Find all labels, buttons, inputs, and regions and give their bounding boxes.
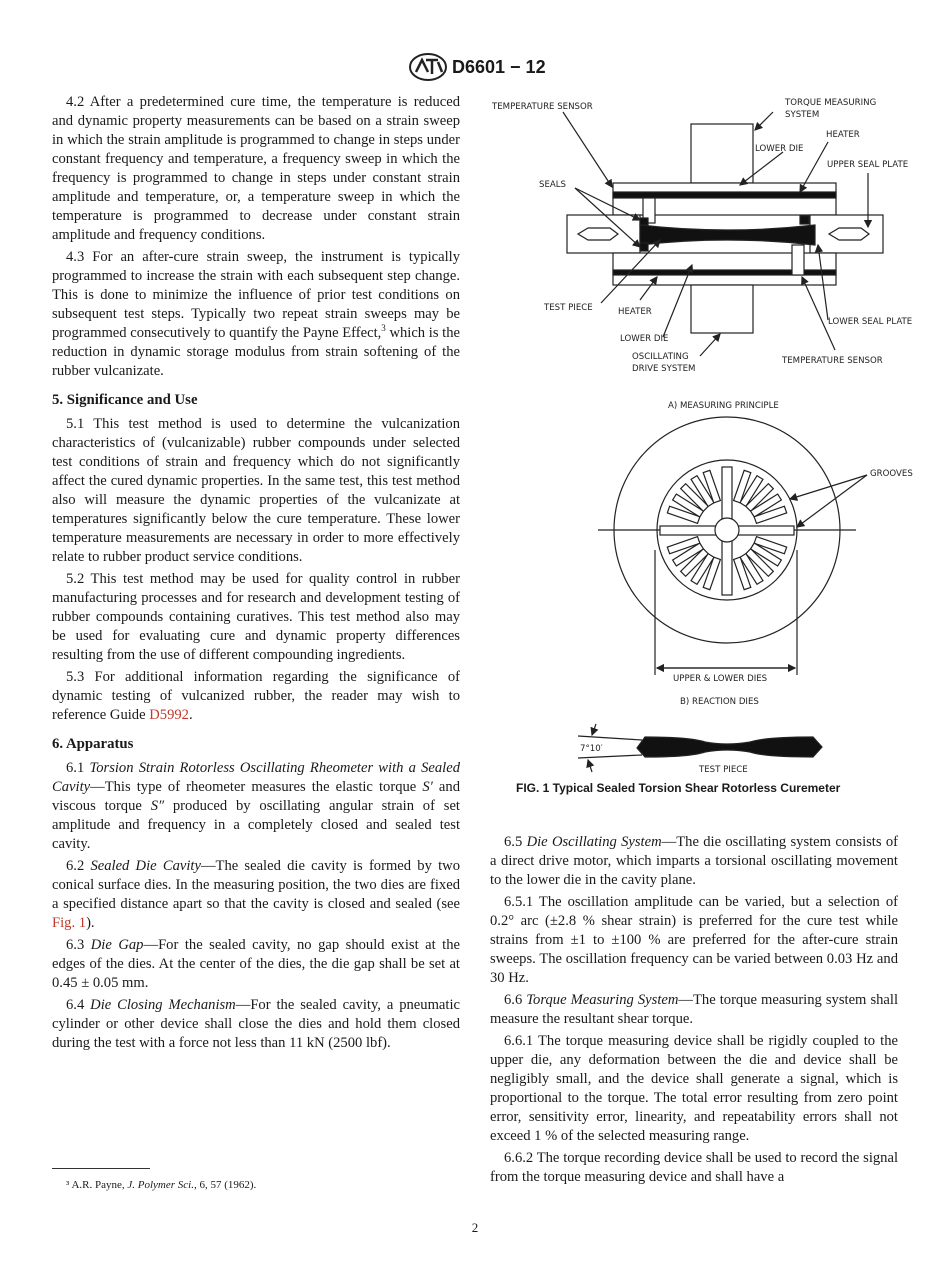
paragraph-6-4	[52, 996, 460, 1053]
test-piece-profile	[637, 737, 822, 757]
label-lower-seal-plate: LOWER SEAL PLATE	[828, 317, 913, 327]
journal: J. Polymer Sci.	[127, 1179, 194, 1191]
paragraph-6-6-2: 6.6.2 The torque recording device shall be used to record the signal from the torque measuring device and shall have a	[490, 1150, 898, 1185]
paragraph-6-2	[52, 857, 460, 933]
right-column	[490, 833, 898, 1190]
upper-heater	[613, 192, 836, 198]
symbol: S′	[422, 779, 433, 795]
label-seals: SEALS	[539, 180, 567, 190]
paragraph-6-5-1: 6.5.1 The oscillation amplitude can be varied, but a selection of 0.2° arc (±2.8 % shear strain) is preferred for the cure test while strains from ±1 to ±100 % are preferred for the after-cure strain sweeps. The oscillation frequency can be varied between 0.03 Hz and 30 Hz.	[490, 894, 898, 986]
label-lower-die-top: LOWER DIE	[755, 144, 804, 154]
title: Die Gap	[90, 937, 144, 953]
label-temperature-sensor-top: TEMPERATURE SENSOR	[492, 102, 593, 112]
label-drive-system: DRIVE SYSTEM	[632, 364, 696, 374]
lower-shaft	[691, 285, 753, 333]
paragraph-4-2: 4.2 After a predetermined cure time, the temperature is reduced and dynamic property measurements can be based on a strain sweep in which the strain amplitude is programmed to change in steps under constant frequency and temperature, a frequency sweep in which the frequency is programmed to change in steps under constant strain amplitude and temperature, or, a temperature sweep in which the temperature is programmed to decrease under constant strain amplitude and frequency conditions.	[52, 94, 460, 243]
text: 5.3 For additional information regarding the significance of dynamic testing of vulcanized rubber, the reader may wish to reference Guide	[52, 669, 460, 723]
label-torque-system: SYSTEM	[785, 110, 820, 120]
num: 6.3	[66, 937, 91, 953]
paragraph-6-6	[490, 991, 898, 1029]
text: ).	[86, 915, 95, 931]
num: 6.2	[66, 858, 91, 874]
link-d5992[interactable]: D5992	[149, 707, 189, 723]
num: 6.1	[66, 760, 90, 776]
title: Torsion Strain Rotorless Oscillating Rheometer with a Sealed Cavity	[52, 760, 461, 795]
title: Die Oscillating System	[526, 834, 662, 850]
label-upper-seal-plate: UPPER SEAL PLATE	[827, 160, 909, 170]
label-temperature-sensor-bottom: TEMPERATURE SENSOR	[782, 356, 883, 366]
paragraph-6-6-1: 6.6.1 The torque measuring device shall be rigidly coupled to the upper die, any deformation between the die and device shall be negligibly small, and the device shall generate a signal, which is proportional to the torque. The total error resulting from zero point error, sensitivity error, linearity, and repeatability errors shall not exceed 1 % of the selected measuring range.	[490, 1033, 898, 1144]
caption-reaction-dies: B) REACTION DIES	[680, 697, 759, 707]
num: 6.6	[504, 992, 527, 1008]
footnote-divider	[52, 1168, 150, 1169]
footnote-3	[66, 1179, 256, 1191]
upper-shaft	[691, 124, 753, 183]
label-lower-die-bottom: LOWER DIE	[620, 334, 669, 344]
text: 4.3 For an after-cure strain sweep, the instrument is typically programmed to increase the strain with each subsequent step change. This is done to minimize the influence of prior test conditions on subsequent test steps. Typically two repeat strain sweeps may be programmed consecutively to quantify the Payne Effect,	[52, 249, 460, 341]
text: —For the sealed cavity, no gap should exist at the edges of the dies. At the center of the dies, the die gap shall be set at 0.45 ± 0.05 mm.	[52, 937, 461, 991]
reaction-dies-diagram	[598, 417, 867, 675]
paragraph-5-1: 5.1 This test method is used to determine the vulcanization characteristics of (vulcanizable) rubber compounds under selected test conditions of strain and frequency which do not significantly affect the cured dynamic properties. In the same test, this test method also will measure the dynamic properties of the vulcanizate at temperatures significantly below the cure temperature. These lower temperature measurements are necessary in order to more effectively relate to rubber product service conditions.	[52, 416, 460, 565]
num: 6.4	[66, 997, 91, 1013]
caption-measuring-principle: A) MEASURING PRINCIPLE	[668, 401, 779, 411]
label-test-piece-c: TEST PIECE	[699, 765, 748, 775]
text: which is the reduction in dynamic storage modulus from strain softening of the rubber vulcanizate.	[52, 325, 460, 379]
text: —The torque measuring system shall measure the resultant shear torque.	[490, 992, 899, 1027]
link-fig-1[interactable]: Fig. 1	[52, 915, 87, 931]
label-upper-lower-dies: UPPER & LOWER DIES	[673, 674, 768, 684]
paragraph-6-5	[490, 833, 898, 890]
text: —This type of rheometer measures the elastic torque	[90, 779, 423, 795]
paragraph-6-3	[52, 936, 460, 993]
num: 6.5	[504, 834, 527, 850]
footnote-ref[interactable]: 3	[381, 323, 386, 334]
figure-caption: FIG. 1 Typical Sealed Torsion Shear Rotorless Curemeter	[516, 781, 841, 795]
symbol: S″	[150, 798, 165, 814]
text: —For the sealed cavity, a pneumatic cylinder or other device shall close the dies and hold them closed during the test with a force not less than 11 kN (2500 lbf).	[52, 997, 460, 1051]
text: —The die oscillating system consists of a direct drive motor, which imparts a torsional oscillating movement to the lower die in the cavity plane.	[490, 834, 898, 888]
section-heading-6: 6. Apparatus	[52, 736, 134, 752]
text: —The sealed die cavity is formed by two conical surface dies. In the measuring position, the two dies are fixed a specified distance apart so that the cavity is closed and sealed (see	[52, 858, 460, 912]
label-torque-measuring: TORQUE MEASURING	[785, 98, 877, 108]
section-heading-5: 5. Significance and Use	[52, 392, 198, 408]
page-number: 2	[471, 1220, 479, 1235]
title: Sealed Die Cavity	[90, 858, 201, 874]
text: produced by oscillating angular strain of set amplitude and frequency in a completely closed and sealed test cavity.	[52, 798, 460, 852]
lower-sensor	[792, 245, 804, 275]
text: ³ A.R. Payne,	[66, 1179, 128, 1191]
label-test-piece: TEST PIECE	[544, 303, 593, 313]
center-hub	[715, 518, 739, 542]
label-grooves: GROOVES	[870, 469, 913, 479]
label-oscillating: OSCILLATING	[632, 352, 689, 362]
title: Torque Measuring System	[526, 992, 679, 1008]
document-designation: D6601 − 12	[452, 57, 546, 77]
label-heater-bottom: HEATER	[618, 307, 652, 317]
title: Die Closing Mechanism	[90, 997, 236, 1013]
label-heater-top: HEATER	[826, 130, 860, 140]
text: and viscous torque	[52, 779, 460, 814]
label-angle: 7°10′	[580, 744, 603, 754]
paragraph-5-2: 5.2 This test method may be used for quality control in rubber manufacturing processes and for research and development testing of rubber compounds containing curatives. This test method also may be used for evaluating cure and dynamic property differences resulting from the use of different compounding ingredients.	[52, 571, 460, 663]
test-piece-shape	[640, 225, 815, 245]
text: , 6, 57 (1962).	[193, 1179, 257, 1191]
text: .	[188, 707, 193, 723]
